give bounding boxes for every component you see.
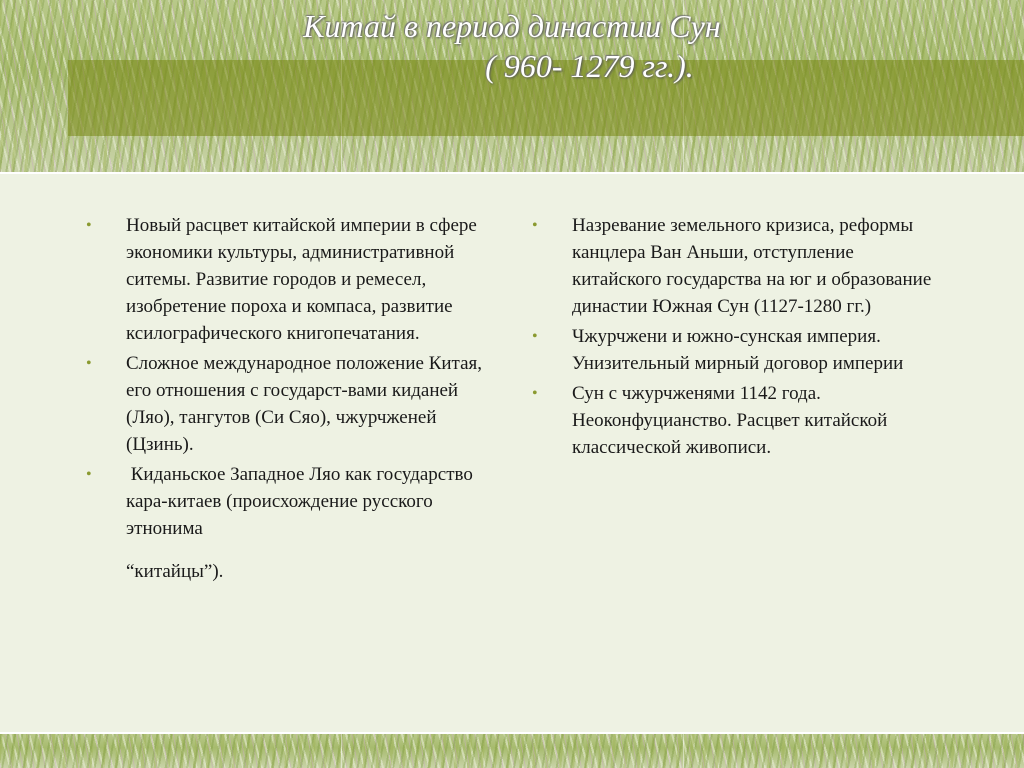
list-item-text: Киданьское Западное Ляо как государство кара-китаев (происхождение русского этнонима xyxy=(126,464,478,539)
title-line-1: Китай в период династии Сун xyxy=(303,8,721,44)
list-item-text: Назревание земельного кризиса, реформы канцлера Ван Аньши, отступление китайского государства на юг и образование династии Южная Сун (1127-1280 гг.) xyxy=(572,215,932,317)
list-item-text: Чжурчжени и южно-сунская империя. Унизительный мирный договор империи xyxy=(572,326,904,374)
list-item xyxy=(532,380,932,461)
right-bullet-list xyxy=(532,212,932,461)
list-item xyxy=(532,323,932,377)
list-item-continuation: “китайцы”). xyxy=(126,561,224,582)
footer-tile-seam xyxy=(683,734,684,768)
bullet-icon: • xyxy=(532,217,538,234)
right-column xyxy=(532,212,932,464)
bullet-icon: • xyxy=(86,466,92,483)
bullet-icon: • xyxy=(86,217,92,234)
header-grass-banner xyxy=(0,0,1024,174)
list-item xyxy=(86,212,496,347)
slide-title xyxy=(0,6,1024,86)
list-item xyxy=(532,212,932,320)
list-item-text: Сложное международное положение Китая, его отношения с государст-вами киданей (Ляо), тангутов (Си Сяо), чжурчженей (Цзинь). xyxy=(126,353,482,455)
bullet-icon: • xyxy=(532,328,538,345)
list-item xyxy=(86,461,496,585)
bullet-icon: • xyxy=(86,355,92,372)
list-item-text: Сун с чжурчженями 1142 года. Неоконфуцианство. Расцвет китайской классической живописи. xyxy=(572,383,888,458)
footer-grass-strip xyxy=(0,732,1024,768)
footer-tile-seam xyxy=(341,734,342,768)
title-line-2: ( 960- 1279 гг.). xyxy=(485,48,694,84)
left-bullet-list xyxy=(86,212,496,585)
list-item xyxy=(86,350,496,458)
list-item-text: Новый расцвет китайской империи в сфере экономики культуры, административной ситемы. Развитие городов и ремесел, изобретение пороха и компаса, развитие ксилографического книгопечатания. xyxy=(126,215,477,344)
left-column xyxy=(86,212,496,588)
bullet-icon: • xyxy=(532,385,538,402)
